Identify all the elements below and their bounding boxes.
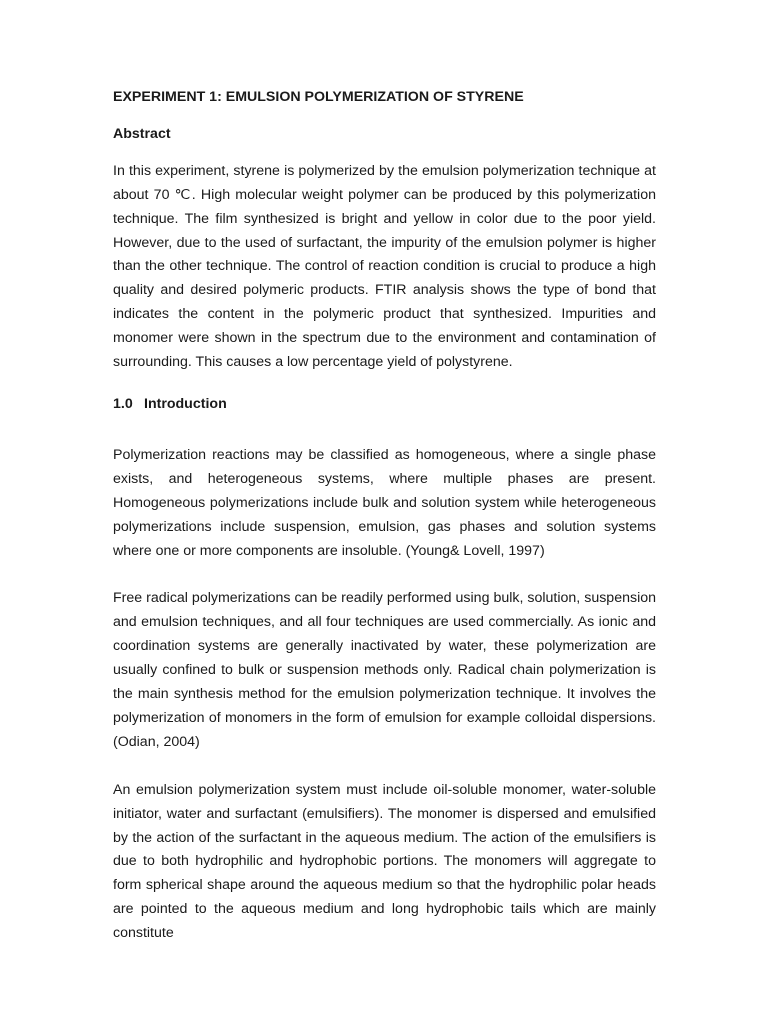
document-title: EXPERIMENT 1: EMULSION POLYMERIZATION OF STYRENE [113, 89, 524, 105]
abstract-text: In this experiment, styrene is polymerized by the emulsion polymerization technique at about 70 ℃. High molecular weight polymer can be produced by this polymerization technique. The film synthesized is bright and yellow in color due to the poor yield. However, due to the used of surfactant, the impurity of the emulsion polymer is higher than the other technique. The control of reaction condition is crucial to produce a high quality and desired polymeric products. FTIR analysis shows the type of bond that indicates the content in the polymeric product that synthesized. Impurities and monomer were shown in the spectrum due to the environment and contamination of surrounding. This causes a low percentage yield of polystyrene. [113, 162, 656, 371]
intro-paragraph-3: An emulsion polymerization system must include oil-soluble monomer, water-soluble initiator, water and surfactant (emulsifiers). The monomer is dispersed and emulsified by the action of the surfactant in the aqueous medium. The action of the emulsifiers is due to both hydrophilic and hydrophobic portions. The monomers will aggregate to form spherical shape around the aqueous medium so that the hydrophilic polar heads are pointed to the aqueous medium and long hydrophobic tails which are mainly constitute [113, 781, 656, 942]
introduction-heading [113, 393, 656, 417]
spacer [113, 430, 656, 444]
intro-paragraph-2: Free radical polymerizations can be readily performed using bulk, solution, suspension and emulsion techniques, and all four techniques are used commercially. As ionic and coordination systems are generally inactivated by water, these polymerization are usually confined to bulk or suspension methods only. Radical chain polymerization is the main synthesis method for the emulsion polymerization technique. It involves the polymerization of monomers in the form of emulsion for example colloidal dispersions. (Odian, 2004) [113, 590, 656, 750]
section-title: Introduction [144, 395, 227, 412]
spacer [113, 375, 656, 393]
document-page [113, 86, 656, 946]
abstract-heading: Abstract [113, 125, 171, 142]
spacer [113, 563, 656, 587]
section-number: 1.0 [113, 395, 133, 412]
spacer [113, 755, 656, 779]
intro-paragraph-1: Polymerization reactions may be classified as homogeneous, where a single phase exists, and heterogeneous systems, where multiple phases are present. Homogeneous polymerizations include bulk and solution system while heterogeneous polymerizations include suspension, emulsion, gas phases and solution systems where one or more components are insoluble. (Young& Lovell, 1997) [113, 446, 656, 559]
